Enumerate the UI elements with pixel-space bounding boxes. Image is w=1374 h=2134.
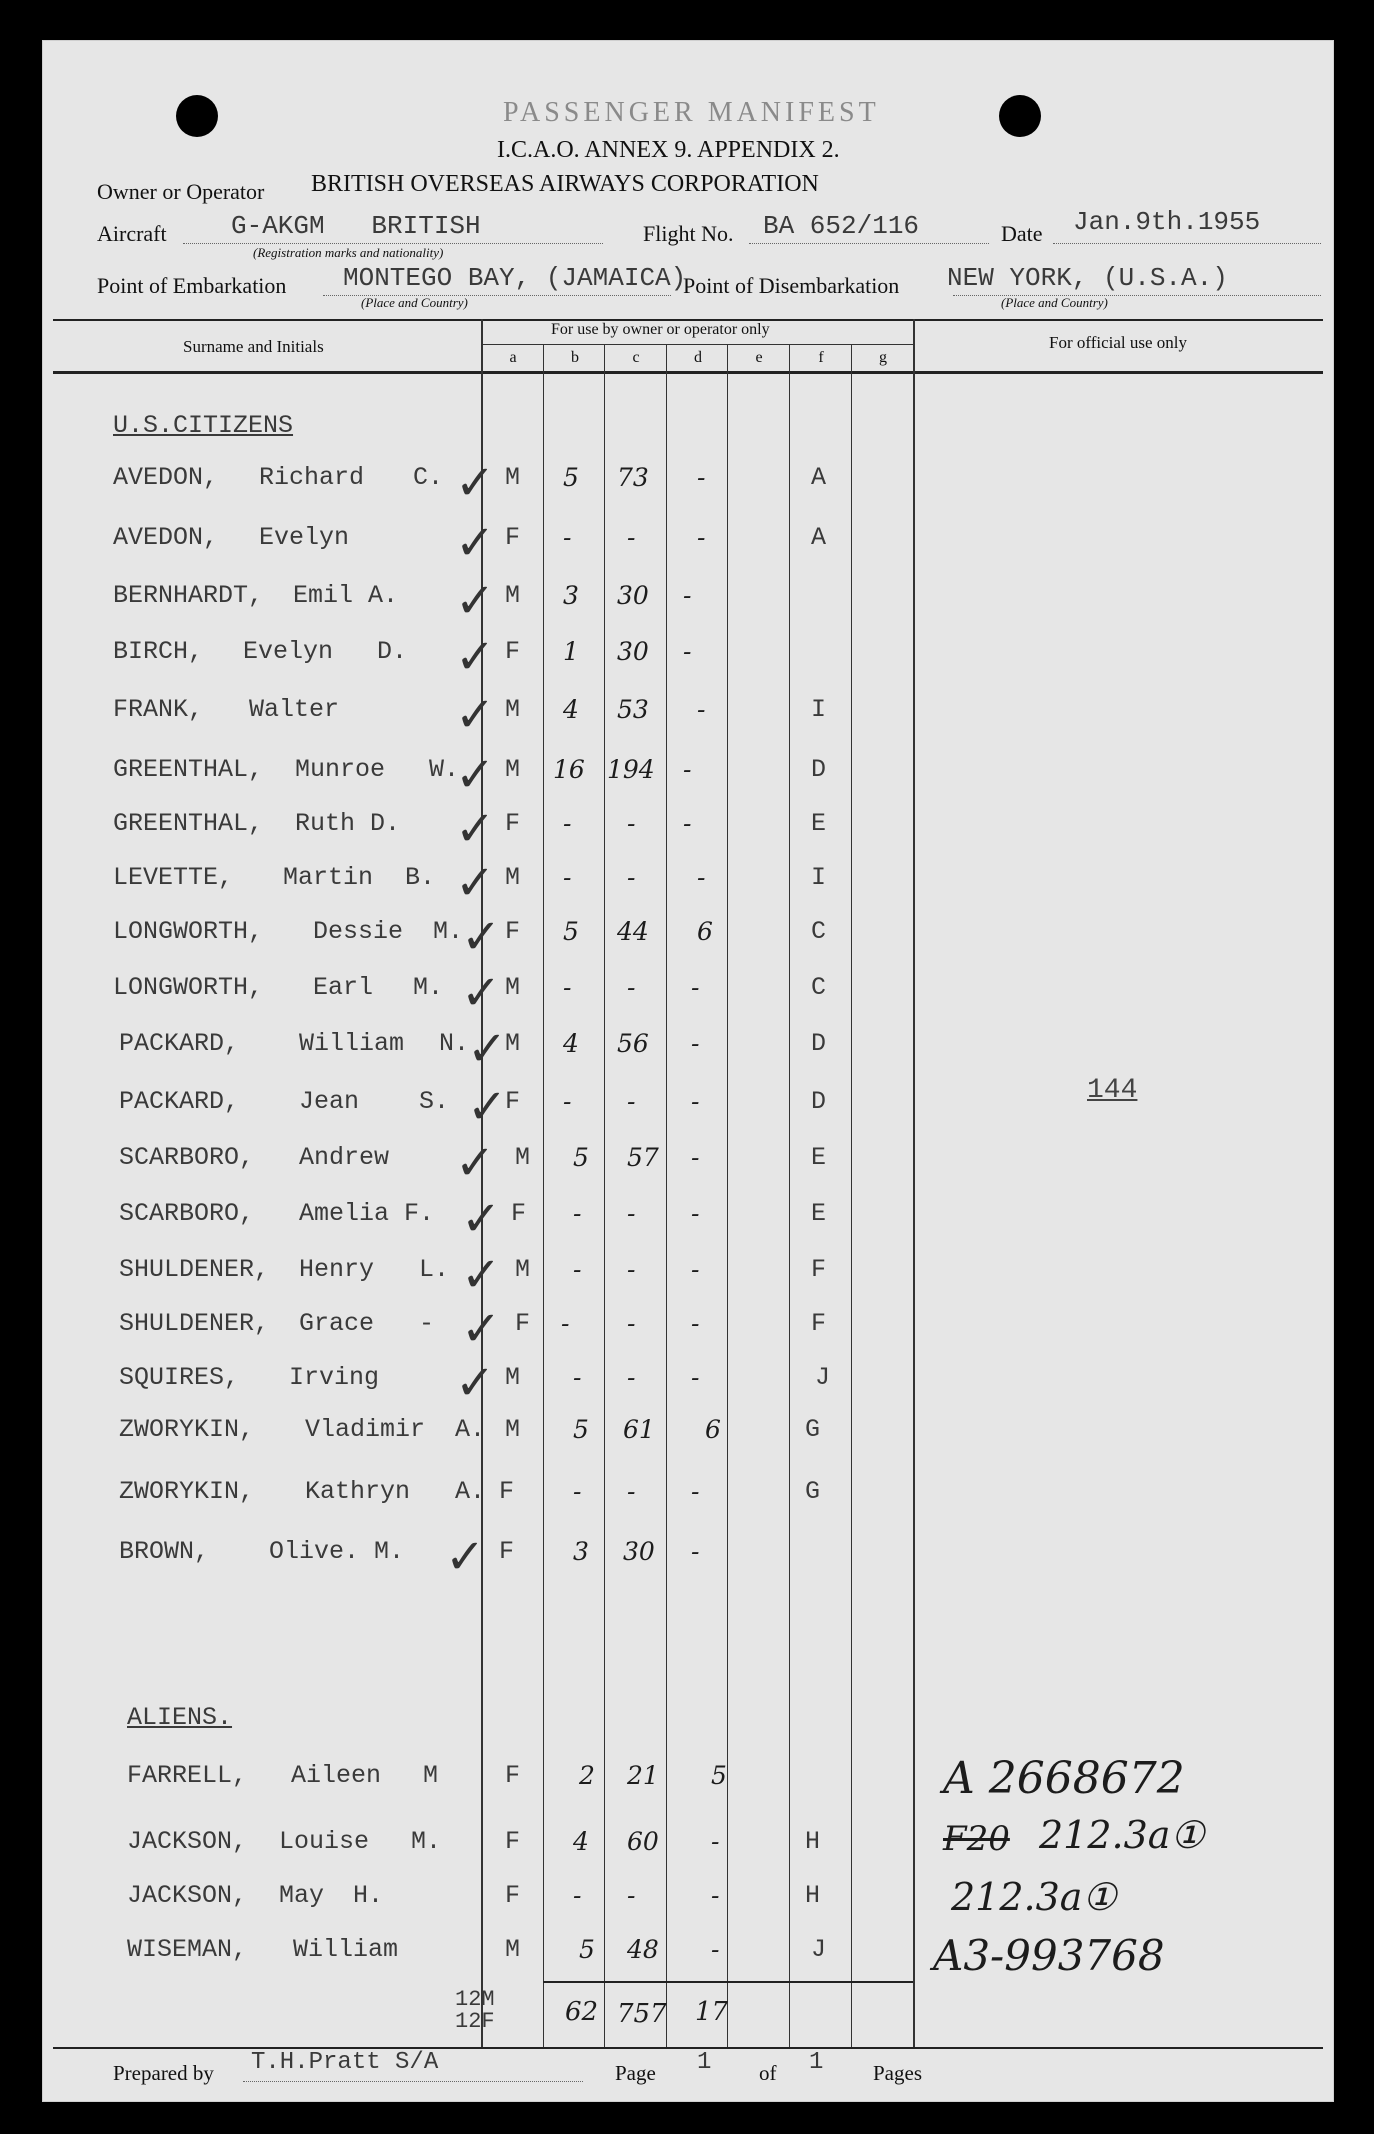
col-c: 44 bbox=[617, 917, 649, 946]
col-a: F bbox=[505, 1087, 521, 1116]
alien-registration-4: A3-993768 bbox=[933, 1931, 1165, 1980]
surname: LONGWORTH, bbox=[113, 917, 264, 946]
passenger-row bbox=[43, 1881, 1333, 1933]
col-c: 30 bbox=[617, 581, 649, 610]
flight-label: Flight No. bbox=[643, 221, 734, 246]
col-d: - bbox=[683, 755, 692, 784]
initial: L. bbox=[419, 1255, 450, 1284]
col-c: - bbox=[627, 523, 636, 552]
owner-label: Owner or Operator bbox=[97, 179, 265, 204]
surname: GREENTHAL, bbox=[113, 809, 264, 838]
check-mark-icon: ✓ bbox=[461, 1191, 502, 1247]
aircraft-value: G-AKGM BRITISH bbox=[231, 211, 481, 241]
col-b: 4 bbox=[563, 1029, 579, 1058]
col-c: - bbox=[627, 1199, 636, 1228]
surname-column-header: Surname and Initials bbox=[183, 337, 324, 356]
col-b: - bbox=[563, 809, 572, 838]
passenger-row bbox=[43, 965, 1333, 1025]
col-c-header: c bbox=[632, 349, 640, 366]
col-b: 5 bbox=[563, 463, 579, 492]
passenger-row bbox=[43, 573, 1333, 633]
check-mark-icon: ✓ bbox=[445, 1529, 486, 1585]
initial: - bbox=[419, 1309, 435, 1338]
col-f: E bbox=[811, 1199, 827, 1228]
col-b: - bbox=[563, 863, 572, 892]
col-b: 2 bbox=[579, 1761, 595, 1790]
col-a: F bbox=[499, 1537, 515, 1566]
col-b: 5 bbox=[573, 1143, 589, 1172]
surname: GREENTHAL, bbox=[113, 755, 264, 784]
col-d-header: d bbox=[694, 349, 702, 366]
col-c: - bbox=[627, 1309, 636, 1338]
initial: N. bbox=[439, 1029, 470, 1058]
owner-value: BRITISH OVERSEAS AIRWAYS CORPORATION bbox=[311, 171, 819, 197]
col-a: F bbox=[505, 523, 521, 552]
col-a: F bbox=[505, 809, 521, 838]
col-a: M bbox=[515, 1143, 531, 1172]
col-d: - bbox=[691, 1199, 700, 1228]
col-f: A bbox=[811, 463, 827, 492]
given-name: Dessie bbox=[313, 917, 404, 946]
col-b: 3 bbox=[563, 581, 579, 610]
initial: B. bbox=[405, 863, 436, 892]
col-b: - bbox=[573, 1881, 582, 1910]
initial: H. bbox=[353, 1881, 384, 1910]
col-d: - bbox=[683, 637, 692, 666]
check-mark-icon: ✓ bbox=[455, 1135, 496, 1191]
col-d: 6 bbox=[697, 917, 713, 946]
passenger-row bbox=[43, 747, 1333, 807]
of-label: of bbox=[759, 2061, 777, 2085]
surname: AVEDON, bbox=[113, 523, 219, 552]
manifest-page bbox=[42, 40, 1334, 2102]
given-name: May bbox=[279, 1881, 325, 1910]
col-a: M bbox=[515, 1255, 531, 1284]
col-d: - bbox=[691, 1087, 700, 1116]
embarkation-value: MONTEGO BAY, (JAMAICA) bbox=[343, 263, 687, 293]
col-d: - bbox=[683, 809, 692, 838]
surname: SCARBORO, bbox=[119, 1199, 255, 1228]
col-a: F bbox=[511, 1199, 527, 1228]
check-mark-icon: ✓ bbox=[455, 629, 496, 685]
col-c: - bbox=[627, 863, 636, 892]
given-name: Earl bbox=[313, 973, 374, 1002]
col-f: J bbox=[815, 1363, 831, 1392]
col-f: E bbox=[811, 1143, 827, 1172]
check-mark-icon: ✓ bbox=[467, 1021, 508, 1077]
alien-registration-1: A 2668672 bbox=[943, 1753, 1185, 1804]
passenger-row bbox=[43, 1191, 1333, 1251]
col-c: 21 bbox=[627, 1761, 659, 1790]
given-name: Martin bbox=[283, 863, 374, 892]
col-b: - bbox=[573, 1199, 582, 1228]
date-label: Date bbox=[1001, 221, 1043, 246]
total-females: 12F bbox=[455, 2009, 495, 2034]
col-b: 4 bbox=[573, 1827, 589, 1856]
col-f: H bbox=[805, 1827, 821, 1856]
surname: LEVETTE, bbox=[113, 863, 234, 892]
col-d: - bbox=[691, 1363, 700, 1392]
col-d: - bbox=[691, 1143, 700, 1172]
col-f: C bbox=[811, 917, 827, 946]
surname: PACKARD, bbox=[119, 1029, 240, 1058]
col-c: 194 bbox=[607, 755, 655, 784]
given-name: William bbox=[293, 1935, 399, 1964]
col-d: - bbox=[711, 1881, 720, 1910]
col-d: - bbox=[691, 1029, 700, 1058]
us-citizens-heading: U.S.CITIZENS bbox=[113, 411, 294, 440]
surname: JACKSON, bbox=[127, 1881, 248, 1910]
official-stamp-number: 144 bbox=[1087, 1075, 1138, 1106]
col-a: F bbox=[505, 1881, 521, 1910]
initial: D. bbox=[377, 637, 408, 666]
given-name: Richard bbox=[259, 463, 365, 492]
col-d: 6 bbox=[705, 1415, 721, 1444]
col-b: - bbox=[573, 1363, 582, 1392]
surname: BIRCH, bbox=[113, 637, 204, 666]
col-a: M bbox=[505, 863, 521, 892]
flight-value: BA 652/116 bbox=[763, 211, 920, 241]
passenger-row bbox=[43, 1079, 1333, 1139]
given-name: Louise bbox=[279, 1827, 370, 1856]
col-f: E bbox=[811, 809, 827, 838]
given-name: Jean bbox=[299, 1087, 360, 1116]
col-d: - bbox=[691, 973, 700, 1002]
disembarkation-value: NEW YORK, (U.S.A.) bbox=[947, 263, 1228, 293]
punch-hole-left bbox=[176, 95, 218, 137]
col-d: - bbox=[697, 863, 706, 892]
col-b: 5 bbox=[579, 1935, 595, 1964]
given-name: Amelia F. bbox=[299, 1199, 435, 1228]
initial: A. bbox=[455, 1415, 486, 1444]
date-value: Jan.9th.1955 bbox=[1073, 207, 1261, 237]
aircraft-note: (Registration marks and nationality) bbox=[253, 245, 444, 260]
col-f: G bbox=[805, 1415, 821, 1444]
col-e-header: e bbox=[755, 349, 763, 366]
col-f: C bbox=[811, 973, 827, 1002]
check-mark-icon: ✓ bbox=[461, 1301, 502, 1357]
col-c: 60 bbox=[627, 1827, 659, 1856]
col-b: - bbox=[561, 1309, 570, 1338]
col-b: - bbox=[563, 973, 572, 1002]
operator-use-header: For use by owner or operator only bbox=[551, 321, 770, 338]
check-mark-icon: ✓ bbox=[455, 747, 496, 803]
passenger-row bbox=[43, 1529, 1333, 1589]
given-name: Kathryn bbox=[305, 1477, 411, 1506]
check-mark-icon: ✓ bbox=[455, 855, 496, 911]
aliens-heading: ALIENS. bbox=[127, 1703, 233, 1732]
col-d: - bbox=[711, 1827, 720, 1856]
col-f: D bbox=[811, 755, 827, 784]
surname: JACKSON, bbox=[127, 1827, 248, 1856]
col-a: M bbox=[505, 755, 521, 784]
col-a: M bbox=[505, 1935, 521, 1964]
page-count: 1 bbox=[809, 2049, 824, 2076]
col-c: 61 bbox=[623, 1415, 655, 1444]
initial: M. bbox=[411, 1827, 442, 1856]
disembarkation-label: Point of Disembarkation bbox=[683, 273, 900, 298]
given-name: Evelyn bbox=[259, 523, 350, 552]
col-a: F bbox=[505, 1761, 521, 1790]
col-b: - bbox=[573, 1255, 582, 1284]
initial: C. bbox=[413, 463, 444, 492]
check-mark-icon: ✓ bbox=[455, 687, 496, 743]
passenger-row bbox=[43, 1415, 1333, 1467]
given-name: Olive. M. bbox=[269, 1537, 405, 1566]
passenger-row bbox=[43, 1301, 1333, 1361]
col-b: - bbox=[573, 1477, 582, 1506]
col-d: - bbox=[691, 1477, 700, 1506]
passenger-row bbox=[43, 1477, 1333, 1529]
surname: ZWORYKIN, bbox=[119, 1477, 255, 1506]
col-c: - bbox=[627, 1477, 636, 1506]
col-a: M bbox=[505, 1363, 521, 1392]
col-d: - bbox=[691, 1537, 700, 1566]
surname: WISEMAN, bbox=[127, 1935, 248, 1964]
punch-hole-right bbox=[999, 95, 1041, 137]
col-b: 1 bbox=[563, 637, 579, 666]
col-a: M bbox=[505, 1029, 521, 1058]
col-b: 16 bbox=[553, 755, 585, 784]
col-f: I bbox=[811, 863, 827, 892]
col-c: - bbox=[627, 809, 636, 838]
col-d: - bbox=[697, 463, 706, 492]
total-males: 12M bbox=[455, 1987, 495, 2012]
initial: M. bbox=[433, 917, 464, 946]
col-c: - bbox=[627, 973, 636, 1002]
col-a: F bbox=[505, 1827, 521, 1856]
initial: M. bbox=[413, 973, 444, 1002]
manifest-title: PASSENGER MANIFEST bbox=[503, 97, 880, 128]
col-b: 5 bbox=[573, 1415, 589, 1444]
col-f-header: f bbox=[818, 349, 824, 366]
disembarkation-note: (Place and Country) bbox=[1001, 295, 1108, 310]
alien-registration-2: 212.3a① bbox=[1039, 1813, 1205, 1857]
embarkation-note: (Place and Country) bbox=[361, 295, 468, 310]
col-a: M bbox=[505, 581, 521, 610]
col-d: - bbox=[697, 523, 706, 552]
surname: SQUIRES, bbox=[119, 1363, 240, 1392]
aircraft-label: Aircraft bbox=[97, 221, 167, 246]
surname: FARRELL, bbox=[127, 1761, 248, 1790]
col-d: - bbox=[683, 581, 692, 610]
col-f: F bbox=[811, 1255, 827, 1284]
initial: S. bbox=[419, 1087, 450, 1116]
pages-label: Pages bbox=[873, 2061, 922, 2085]
passenger-row bbox=[43, 629, 1333, 689]
col-a: M bbox=[505, 973, 521, 1002]
passenger-row bbox=[43, 1355, 1333, 1415]
page-label: Page bbox=[615, 2061, 656, 2085]
col-d: - bbox=[691, 1255, 700, 1284]
col-c: 53 bbox=[617, 695, 649, 724]
given-name: Vladimir bbox=[305, 1415, 426, 1444]
initial: M bbox=[423, 1761, 439, 1790]
total-b: 62 bbox=[565, 1997, 599, 2027]
col-b: - bbox=[563, 1087, 572, 1116]
given-name: Evelyn bbox=[243, 637, 334, 666]
col-c: - bbox=[627, 1363, 636, 1392]
check-mark-icon: ✓ bbox=[461, 965, 502, 1021]
col-a: F bbox=[505, 917, 521, 946]
col-g-header: g bbox=[879, 349, 887, 366]
col-d: - bbox=[711, 1935, 720, 1964]
col-c: - bbox=[627, 1255, 636, 1284]
given-name: William bbox=[299, 1029, 405, 1058]
passenger-row bbox=[43, 801, 1333, 861]
manifest-subtitle: I.C.A.O. ANNEX 9. APPENDIX 2. bbox=[497, 137, 840, 163]
col-d: - bbox=[697, 695, 706, 724]
col-c: 30 bbox=[623, 1537, 655, 1566]
col-c: - bbox=[627, 1881, 636, 1910]
given-name: Andrew bbox=[299, 1143, 390, 1172]
col-c: 57 bbox=[627, 1143, 659, 1172]
col-f: H bbox=[805, 1881, 821, 1910]
col-d: - bbox=[691, 1309, 700, 1338]
given-name: Aileen bbox=[291, 1761, 382, 1790]
col-c: 56 bbox=[617, 1029, 649, 1058]
total-c: 757 bbox=[617, 1999, 667, 2029]
passenger-row bbox=[43, 1135, 1333, 1195]
col-c: 48 bbox=[627, 1935, 659, 1964]
initial: A. bbox=[455, 1477, 486, 1506]
col-b: 3 bbox=[573, 1537, 589, 1566]
col-b: - bbox=[563, 523, 572, 552]
col-b-header: b bbox=[571, 349, 579, 366]
check-mark-icon: ✓ bbox=[461, 909, 502, 965]
page-number: 1 bbox=[697, 2049, 712, 2076]
initial: W. bbox=[429, 755, 460, 784]
passenger-row bbox=[43, 855, 1333, 915]
surname: BROWN, bbox=[119, 1537, 210, 1566]
surname: SCARBORO, bbox=[119, 1143, 255, 1172]
passenger-row bbox=[43, 455, 1333, 515]
col-f: J bbox=[811, 1935, 827, 1964]
given-name: Emil A. bbox=[293, 581, 399, 610]
check-mark-icon: ✓ bbox=[455, 515, 496, 571]
col-f: D bbox=[811, 1029, 827, 1058]
prepared-by-value: T.H.Pratt S/A bbox=[251, 2049, 439, 2076]
col-a-header: a bbox=[509, 349, 517, 366]
col-f: G bbox=[805, 1477, 821, 1506]
alien-registration-3: 212.3a① bbox=[951, 1875, 1117, 1919]
col-a: F bbox=[499, 1477, 515, 1506]
surname: SHULDENER, bbox=[119, 1255, 270, 1284]
surname: ZWORYKIN, bbox=[119, 1415, 255, 1444]
check-mark-icon: ✓ bbox=[461, 1247, 502, 1303]
check-mark-icon: ✓ bbox=[455, 1355, 496, 1411]
given-name: Walter bbox=[249, 695, 340, 724]
col-a: M bbox=[505, 1415, 521, 1444]
col-f: D bbox=[811, 1087, 827, 1116]
col-d: 5 bbox=[711, 1761, 727, 1790]
col-f: I bbox=[811, 695, 827, 724]
given-name: Irving bbox=[289, 1363, 380, 1392]
given-name: Grace bbox=[299, 1309, 375, 1338]
check-mark-icon: ✓ bbox=[467, 1079, 508, 1135]
embarkation-label: Point of Embarkation bbox=[97, 273, 287, 298]
col-c: 30 bbox=[617, 637, 649, 666]
check-mark-icon: ✓ bbox=[455, 455, 496, 511]
passenger-row bbox=[43, 515, 1333, 575]
surname: SHULDENER, bbox=[119, 1309, 270, 1338]
surname: LONGWORTH, bbox=[113, 973, 264, 1002]
passenger-row bbox=[43, 687, 1333, 747]
col-f: A bbox=[811, 523, 827, 552]
struck-note: F20 bbox=[943, 1819, 1010, 1859]
col-c: - bbox=[627, 1087, 636, 1116]
col-a: M bbox=[505, 463, 521, 492]
prepared-by-label: Prepared by bbox=[113, 2061, 214, 2085]
surname: PACKARD, bbox=[119, 1087, 240, 1116]
col-b: 4 bbox=[563, 695, 579, 724]
col-a: F bbox=[515, 1309, 531, 1338]
passenger-row bbox=[43, 1021, 1333, 1081]
passenger-row bbox=[43, 1247, 1333, 1307]
surname: AVEDON, bbox=[113, 463, 219, 492]
col-a: F bbox=[505, 637, 521, 666]
surname: BERNHARDT, bbox=[113, 581, 264, 610]
col-c: 73 bbox=[617, 463, 649, 492]
surname: FRANK, bbox=[113, 695, 204, 724]
given-name: Henry bbox=[299, 1255, 375, 1284]
total-d: 17 bbox=[695, 1997, 729, 2027]
passenger-row bbox=[43, 909, 1333, 969]
col-b: 5 bbox=[563, 917, 579, 946]
given-name: Munroe bbox=[295, 755, 386, 784]
col-f: F bbox=[811, 1309, 827, 1338]
given-name: Ruth D. bbox=[295, 809, 401, 838]
check-mark-icon: ✓ bbox=[455, 801, 496, 857]
col-a: M bbox=[505, 695, 521, 724]
official-use-header: For official use only bbox=[1049, 333, 1188, 352]
check-mark-icon: ✓ bbox=[455, 573, 496, 629]
